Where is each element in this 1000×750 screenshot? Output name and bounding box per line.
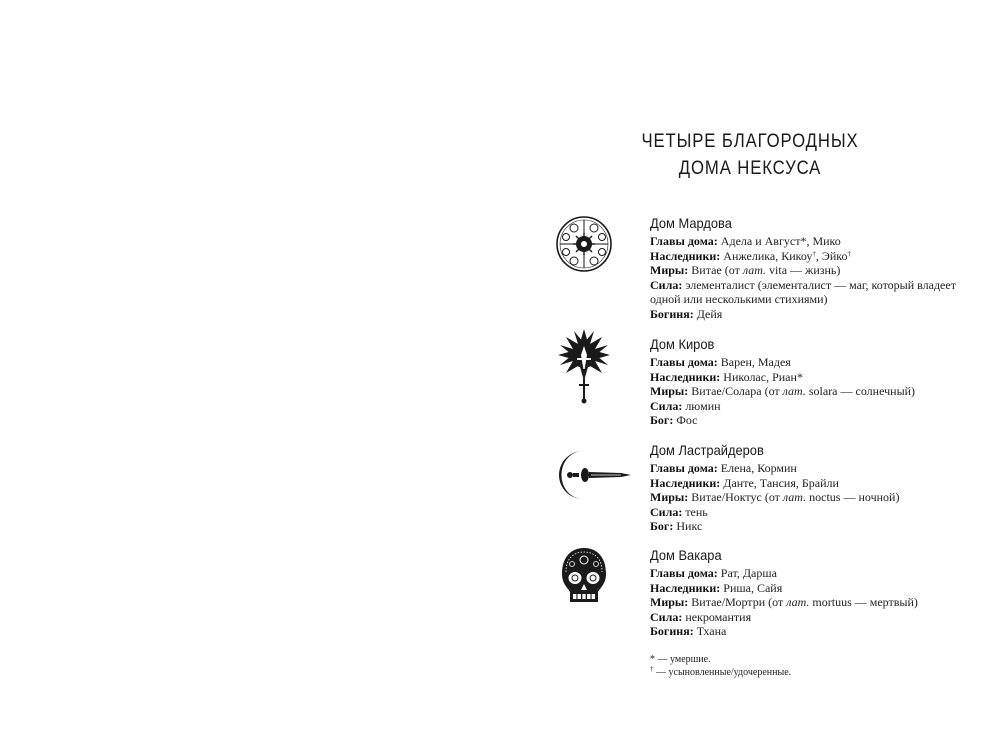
house-name: Дом Вакара [650,547,722,563]
house-deity: Бог: Никс [650,519,703,533]
house-deity: Бог: Фос [650,413,698,427]
ornate-skull-icon [555,546,613,626]
house-heads: Главы дома: Елена, Кормин [650,461,797,475]
house-heirs: Наследники: Данте, Тансия, Брайли [650,475,839,490]
house-heirs: Наследники: Риша, Сайя [650,580,783,595]
house-heirs: Наследники: Анжелика, Кикоу†, Эйко† [650,248,851,263]
house-deity: Богиня: Тхана [650,624,727,638]
house-deity: Богиня: Дейя [650,306,723,321]
moon-dagger-icon [555,443,633,523]
house-power: Сила: некромантия [650,609,752,624]
house-worlds: Миры: Витае (от лат. vita — жизнь) [650,263,841,277]
house-info [650,335,975,428]
house-info [650,441,975,534]
house-heirs: Наследники: Николас, Риан* [650,369,803,384]
house-heads: Главы дома: Варен, Мадея [650,355,791,369]
wheel-elements-icon [555,214,613,294]
house-info [650,546,975,639]
house-heads: Главы дома: Рат, Дарша [650,566,777,580]
house-worlds: Миры: Витае/Ноктус (от лат. noctus — ночной) [650,490,900,504]
page-title-line-2: ДОМА НЕКСУСА [678,158,822,179]
house-name: Дом Киров [650,336,715,352]
footnote-adopted: † — усыновленные/удочеренные. [650,665,792,678]
page-title [618,128,882,182]
house-worlds: Миры: Витае/Солара (от лат. solara — солнечный) [650,384,916,398]
house-power: Сила: тень [650,504,708,519]
house-power: Сила: люмин [650,398,721,413]
house-name: Дом Ластрайдеров [650,442,764,458]
page-title-line-1: ЧЕТЫРЕ БЛАГОРОДНЫХ [641,131,859,152]
footnote-deceased: * — умершие. [650,654,711,665]
house-info [650,214,975,321]
house-worlds: Миры: Витае/Мортри (от лат. mortuus — мертвый) [650,595,918,609]
house-name: Дом Мардова [650,215,732,231]
sun-sword-icon [555,327,613,407]
house-power: Сила: элементалист (элементалист — маг, который владеет одной или несколькими стихиями) [650,277,956,306]
house-heads: Главы дома: Адела и Август*, Мико [650,234,841,248]
footnotes [650,653,980,679]
